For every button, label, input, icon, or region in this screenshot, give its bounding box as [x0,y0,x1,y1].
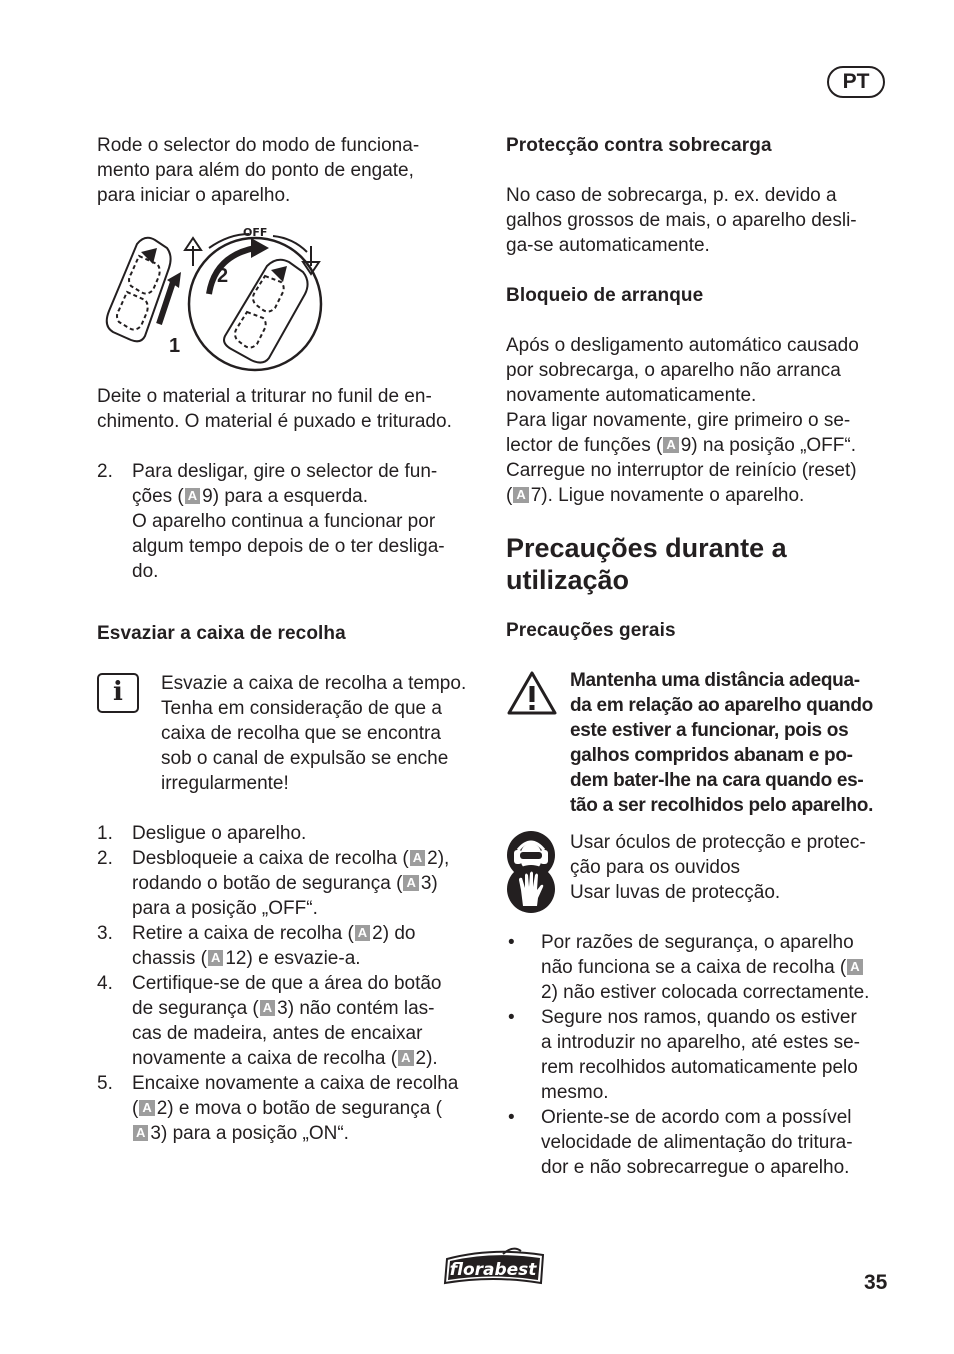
ref-badge: A [139,1100,154,1116]
feed-paragraph: Deite o material a triturar no funil de en- chimento. O material é puxado e triturado. [97,386,452,432]
section-title: Precauções durante a utilização [506,533,787,595]
list-item: 3. Retire a caixa de recolha ( A 2) do chassis ( A 12) e esvazie-a. [97,923,416,969]
empty-box-steps [97,821,482,1146]
ref-badge: A [260,1000,275,1016]
mode-selector-icon [97,226,327,376]
brand-logo [443,1245,547,1294]
ref-badge: A [410,850,425,866]
empty-box-heading: Esvaziar a caixa de recolha [97,623,346,644]
info-note-text: Esvazie a caixa de recolha a tempo. Tenha em consideração de que a caixa de recolha que se encontra sob o canal de expulsão se enche irregularmente! [161,673,467,794]
svg-text:2: 2 [217,265,229,287]
intro-paragraph: Rode o selector do modo de funciona- mento para além do ponto de engate, para iniciar o aparelho. [97,135,420,206]
left-column [97,133,482,1146]
svg-text:OFF: OFF [243,226,268,239]
warning-note [506,668,896,818]
warning-icon [506,670,558,716]
switch-off-step [97,459,482,584]
info-icon: i [97,673,139,713]
ref-badge: A [133,1125,148,1141]
list-item: • Por razões de segurança, o aparelho não funciona se a caixa de recolha ( A 2) não estiver colocada correctamente. [508,932,870,1003]
svg-text:1: 1 [169,335,181,357]
start-lock-text: Após o desligamento automático causado por sobrecarga, o aparelho não arranca novamente automaticamente. [506,335,859,406]
info-note [97,671,482,796]
list-item: 5. Encaixe novamente a caixa de recolha ( A 2) e mova o botão de segurança ( A 3) para a posição „ON“. [97,1073,459,1144]
ref-badge: A [847,959,862,975]
list-item: 1. Desligue o aparelho. [97,823,307,844]
overload-heading: Protecção contra sobrecarga [506,135,772,156]
ref-badge: A [403,875,418,891]
right-column [506,133,896,1180]
page-number: 35 [864,1271,888,1294]
list-item: • Oriente-se de acordo com a possível velocidade de alimentação do tritura- dor e não sobrecarregue o aparelho. [508,1107,853,1178]
ref-badge: A [185,488,200,504]
start-lock-heading: Bloqueio de arranque [506,285,704,306]
svg-text:florabest: florabest [449,1260,537,1280]
warning-text: Mantenha uma distância adequa- da em relação ao aparelho quando este estiver a funcionar, pois os galhos compridos abanam e po- dem bater-lhe na cara quando es- tão a ser recolhidos pelo aparelho. [570,670,874,816]
list-item: 2. Para desligar, gire o selector de fun- ções ( A 9) para a esquerda. O aparelho continua a funcionar por algum tempo depois de o ter desliga- do. [97,461,445,582]
list-item: 4. Certifique-se de que a área do botão de segurança ( A 3) não contém las- cas de madeira, antes de encaixar novamente a caixa de recolha ( A 2). [97,973,442,1069]
ref-badge: A [355,925,370,941]
restart-text: Para ligar novamente, gire primeiro o se- lector de funções ( A 9) na posição „OFF“. Carregue no interruptor de reinício (reset) ( A 7). Ligue novamente o aparelho. [506,410,857,506]
gloves-icon [506,864,556,914]
list-item: 2. Desbloqueie a caixa de recolha ( A 2), rodando o botão de segurança ( A 3) para a posição „OFF“. [97,848,450,919]
gloves-text: Usar luvas de protecção. [570,882,781,903]
list-item: • Segure nos ramos, quando os estiver a introduzir no aparelho, até estes se- rem recolhidos automaticamente pelo mesmo. [508,1007,860,1103]
ref-badge: A [398,1050,413,1066]
ref-badge: A [663,437,678,453]
goggles-text: Usar óculos de protecção e protec- ção para os ouvidos [570,832,866,878]
ref-badge: A [208,950,223,966]
ref-badge: A [513,487,528,503]
gloves-note [506,880,896,905]
general-precautions-heading: Precauções gerais [506,620,676,641]
safety-bullets [506,930,896,1180]
overload-text: No caso de sobrecarga, p. ex. devido a galhos grossos de mais, o aparelho desli- ga-se automaticamente. [506,185,857,256]
selector-illustration [97,226,482,376]
language-badge: PT [827,66,885,98]
goggles-note [506,830,896,880]
